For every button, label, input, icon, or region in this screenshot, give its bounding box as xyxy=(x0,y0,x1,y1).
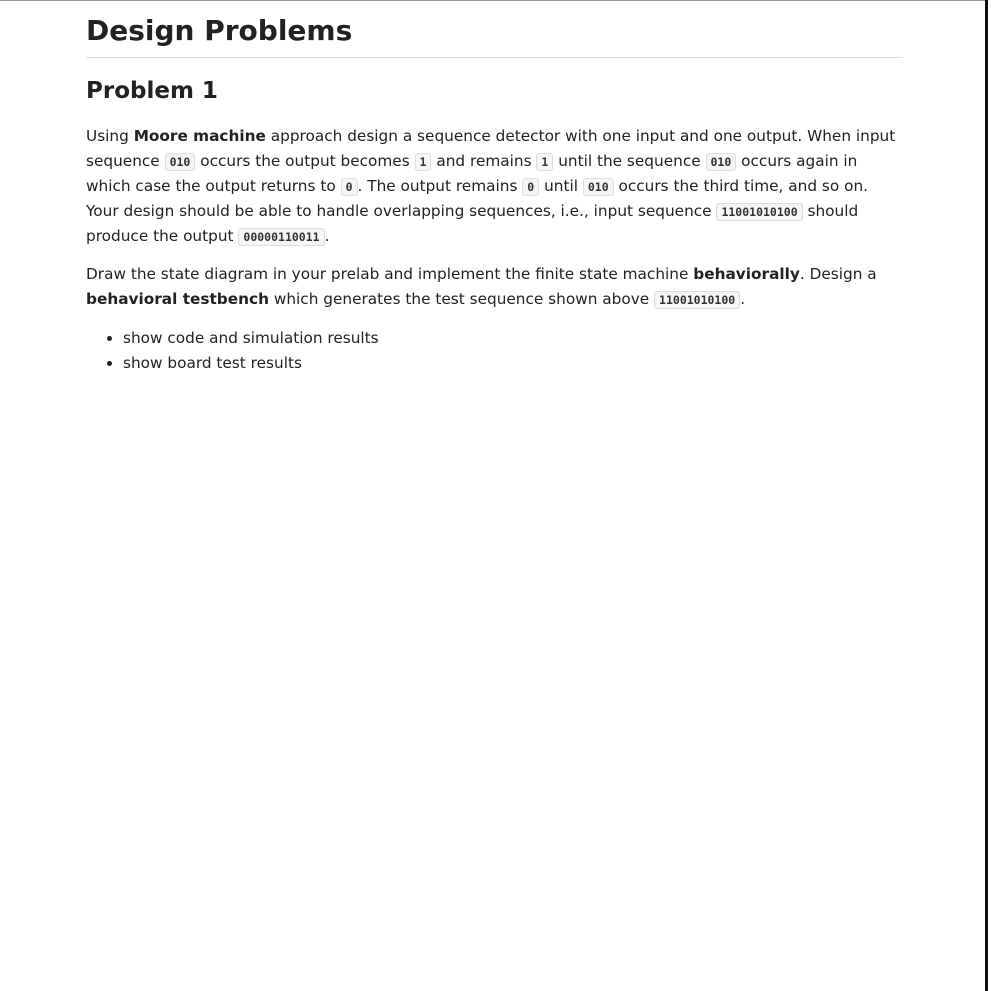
text: and remains xyxy=(431,152,537,170)
bold-text: Moore machine xyxy=(133,127,266,145)
bold-text: behaviorally xyxy=(693,265,800,283)
inline-code: 1 xyxy=(415,153,432,171)
inline-code: 010 xyxy=(165,153,196,171)
inline-code: 0 xyxy=(341,178,358,196)
inline-code: 1 xyxy=(536,153,553,171)
problem-heading: Problem 1 xyxy=(86,78,218,104)
text: . The output remains xyxy=(357,177,523,195)
inline-code: 00000110011 xyxy=(238,228,324,246)
inline-code: 0 xyxy=(522,178,539,196)
inline-code: 010 xyxy=(706,153,737,171)
text: . Design a xyxy=(799,265,877,283)
text: Your design should be able to handle overlapping sequences, i.e., input sequence xyxy=(86,202,717,220)
window-top-border xyxy=(0,0,988,1)
page-title: Design Problems xyxy=(86,14,353,47)
text-line xyxy=(86,124,895,149)
text: occurs the third time, and so on. xyxy=(613,177,869,195)
list-item: • show code and simulation results xyxy=(123,326,379,351)
text-line xyxy=(86,262,877,287)
text-line xyxy=(86,174,895,199)
text-line xyxy=(86,287,877,312)
text-line xyxy=(86,199,895,224)
text: which generates the test sequence shown above xyxy=(268,290,655,308)
text: approach design a sequence detector with one input and one output. When input xyxy=(265,127,896,145)
text: occurs the output becomes xyxy=(195,152,415,170)
title-divider xyxy=(86,57,903,58)
window-right-border xyxy=(985,0,988,991)
inline-code: 11001010100 xyxy=(654,291,740,309)
text: Using xyxy=(86,127,134,145)
problem-description xyxy=(86,124,895,249)
text: until xyxy=(539,177,583,195)
text: sequence xyxy=(86,152,165,170)
text: produce the output xyxy=(86,227,239,245)
inline-code: 11001010100 xyxy=(716,203,802,221)
list-item: • show board test results xyxy=(123,351,379,376)
text: until the sequence xyxy=(553,152,706,170)
requirements-list xyxy=(86,326,379,376)
text: occurs again in xyxy=(736,152,858,170)
problem-instructions xyxy=(86,262,877,312)
text-line xyxy=(86,149,895,174)
bold-text: behavioral testbench xyxy=(86,290,269,308)
text: . xyxy=(324,227,330,245)
text: which case the output returns to xyxy=(86,177,341,195)
text: Draw the state diagram in your prelab and implement the finite state machine xyxy=(86,265,694,283)
text: . xyxy=(740,290,746,308)
text-line xyxy=(86,224,895,249)
inline-code: 010 xyxy=(583,178,614,196)
text: should xyxy=(802,202,859,220)
